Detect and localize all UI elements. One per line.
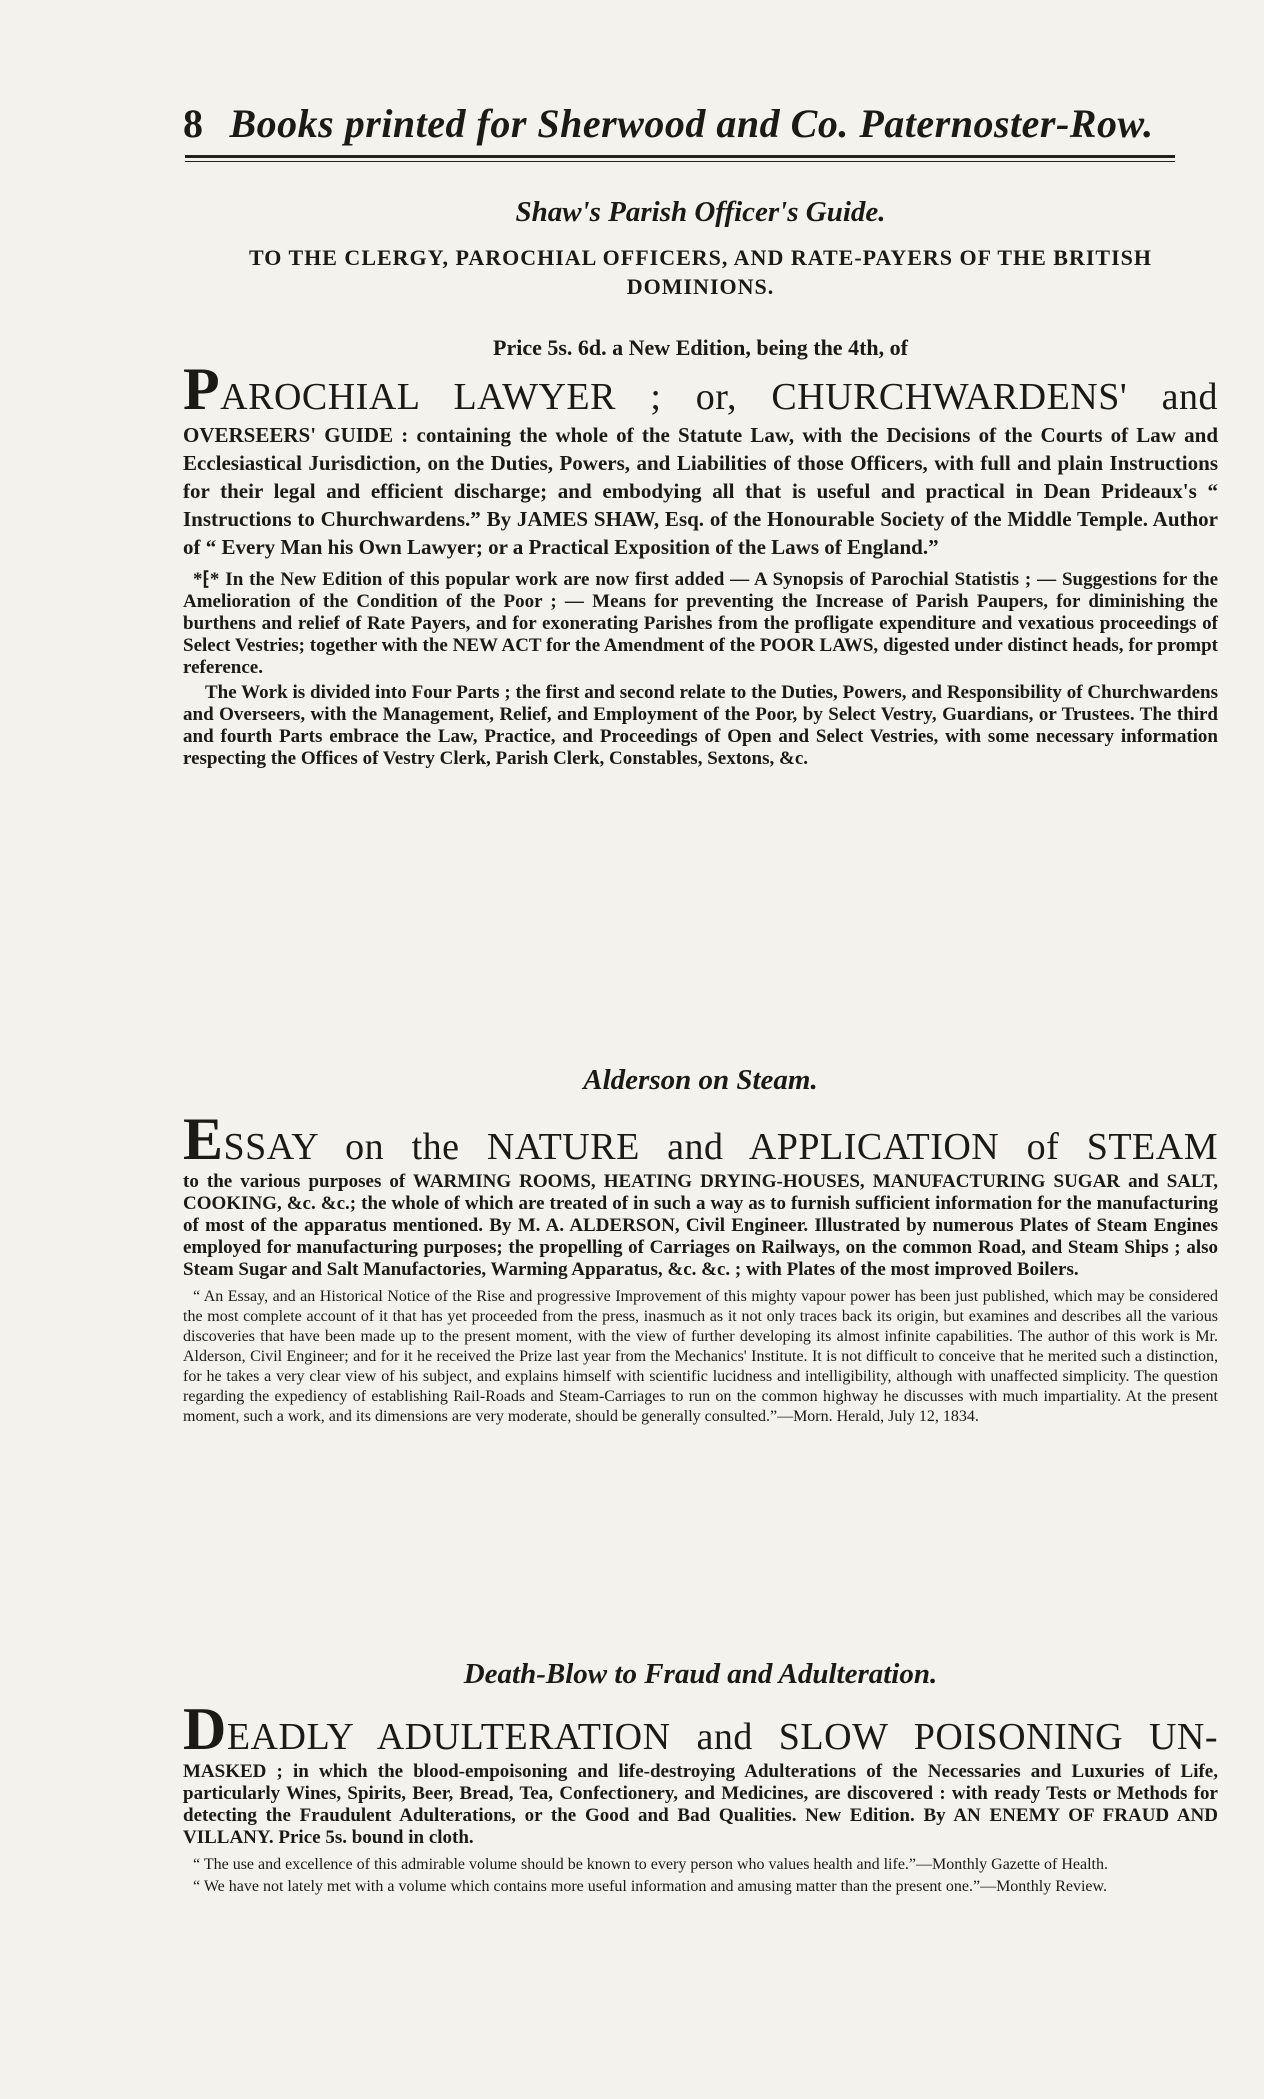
heading-text: EADLY ADULTERATION and SLOW POISONING UN- [226, 1716, 1218, 1758]
page-number: 8 [183, 101, 204, 146]
section-deathblow [183, 1658, 1218, 1897]
header-rule-thin [185, 161, 1175, 162]
drop-capital: E [183, 1106, 224, 1172]
dedication: TO THE CLERGY, PAROCHIAL OFFICERS, AND RATE-PAYERS OF THE BRITISH DOMINIONS. [248, 245, 1153, 299]
book-description: OVERSEERS' GUIDE : containing the whole of the Statute Law, with the Decisions of the Courts of Law and Ecclesiastical Jurisdiction, on the Duties, Powers, and Liabilities of those Officers, with full and plain Instructions for their legal and efficient discharge; and embodying all that is useful and practical in Dean Prideaux's “ Instructions to Churchwardens.” By JAMES SHAW, Esq. of the Honourable Society of the Middle Temple. Author of “ Every Man his Own Lawyer; or a Practical Exposition of the Laws of England.” [183, 423, 1218, 559]
page-header [183, 100, 1183, 147]
heading-text: AROCHIAL LAWYER ; or, CHURCHWARDENS' and [220, 376, 1218, 418]
heading-text: SSAY on the NATURE and APPLICATION of STEAM [223, 1126, 1218, 1168]
section-title: Alderson on Steam. [583, 1064, 818, 1096]
book-heading [183, 1106, 1218, 1172]
running-title: Books printed for Sherwood and Co. Paternoster-Row. [229, 101, 1154, 146]
drop-capital: P [183, 356, 221, 422]
section-title: Death-Blow to Fraud and Adulteration. [463, 1658, 938, 1690]
drop-capital: D [183, 1696, 227, 1762]
book-description: MASKED ; in which the blood-empoisoning and life-destroying Adulterations of the Necessaries and Luxuries of Life, particularly Wines, Spirits, Beer, Bread, Tea, Confectionery, and Medicines, are discovered : with ready Tests or Methods for detecting the Fraudulent Adulterations, or the Good and Bad Qualities. New Edition. By AN ENEMY OF FRAUD AND VILLANY. Price 5s. bound in cloth. [183, 1761, 1218, 1848]
press-review: “ We have not lately met with a volume which contains more useful information and amusing matter than the present one.”—Monthly Review. [193, 1878, 1108, 1895]
press-review: “ An Essay, and an Historical Notice of the Rise and progressive Improvement of this mighty vapour power has been just published, which may be considered the most complete account of it that has yet proceeded from the press, inasmuch as it not only traces back its origin, but examines and describes all the various discoveries that have been made up to the present moment, with the view of further developing its almost infinite capabilities. The author of this work is Mr. Alderson, Civil Engineer; and for it he received the Prize last year from the Mechanics' Institute. It is not difficult to conceive that he merited such a distinction, for he takes a very clear view of his subject, and explains himself with scientific lucidness and intelligibility, although with unaffected simplicity. The question regarding the expediency of establishing Rail-Roads and Steam-Carriages to run on the common highway he discusses with much impartiality. At the present moment, such a work, and its dimensions are very moderate, should be generally consulted.”—Morn. Herald, July 12, 1834. [183, 1288, 1218, 1425]
book-heading [183, 356, 1218, 422]
book-description: to the various purposes of WARMING ROOMS, HEATING DRYING-HOUSES, MANUFACTURING SUGAR and SALT, COOKING, &c. &c.; the whole of which are treated of in such a way as to furnish sufficient information for the manufacturing of most of the apparatus mentioned. By M. A. ALDERSON, Civil Engineer. Illustrated by numerous Plates of Steam Engines employed for manufacturing purposes; the propelling of Carriages on Railways, on the common Road, and Steam Ships ; also Steam Sugar and Salt Manufactories, Warming Apparatus, &c. &c. ; with Plates of the most improved Boilers. [183, 1171, 1218, 1280]
book-heading [183, 1696, 1218, 1762]
press-review: “ The use and excellence of this admirable volume should be known to every person who values health and life.”—Monthly Gazette of Health. [193, 1856, 1108, 1873]
section-title: Shaw's Parish Officer's Guide. [515, 196, 886, 228]
parts-note: The Work is divided into Four Parts ; the first and second relate to the Duties, Powers, and Responsibility of Churchwardens and Overseers, with the Management, Relief, and Employment of the Poor, by Select Vestry, Guardians, or Trustees. The third and fourth Parts embrace the Law, Practice, and Proceedings of Open and Select Vestries, with some necessary information respecting the Offices of Vestry Clerk, Parish Clerk, Constables, Sextons, &c. [183, 682, 1218, 769]
header-rule [185, 155, 1175, 158]
edition-note: *⁅* In the New Edition of this popular work are now first added — A Synopsis of Parochial Statistis ; — Suggestions for the Amelioration of the Condition of the Poor ; — Means for preventing the Increase of Parish Paupers, for diminishing the burthens and relief of Rate Payers, and for exonerating Parishes from the profligate expenditure and vexatious proceedings of Select Vestries; together with the NEW ACT for the Amendment of the POOR LAWS, digested under distinct heads, for prompt reference. [183, 569, 1218, 678]
section-alderson [183, 1064, 1218, 1427]
price-line: Price 5s. 6d. a New Edition, being the 4th, of [493, 335, 908, 360]
section-shaw [183, 196, 1218, 770]
